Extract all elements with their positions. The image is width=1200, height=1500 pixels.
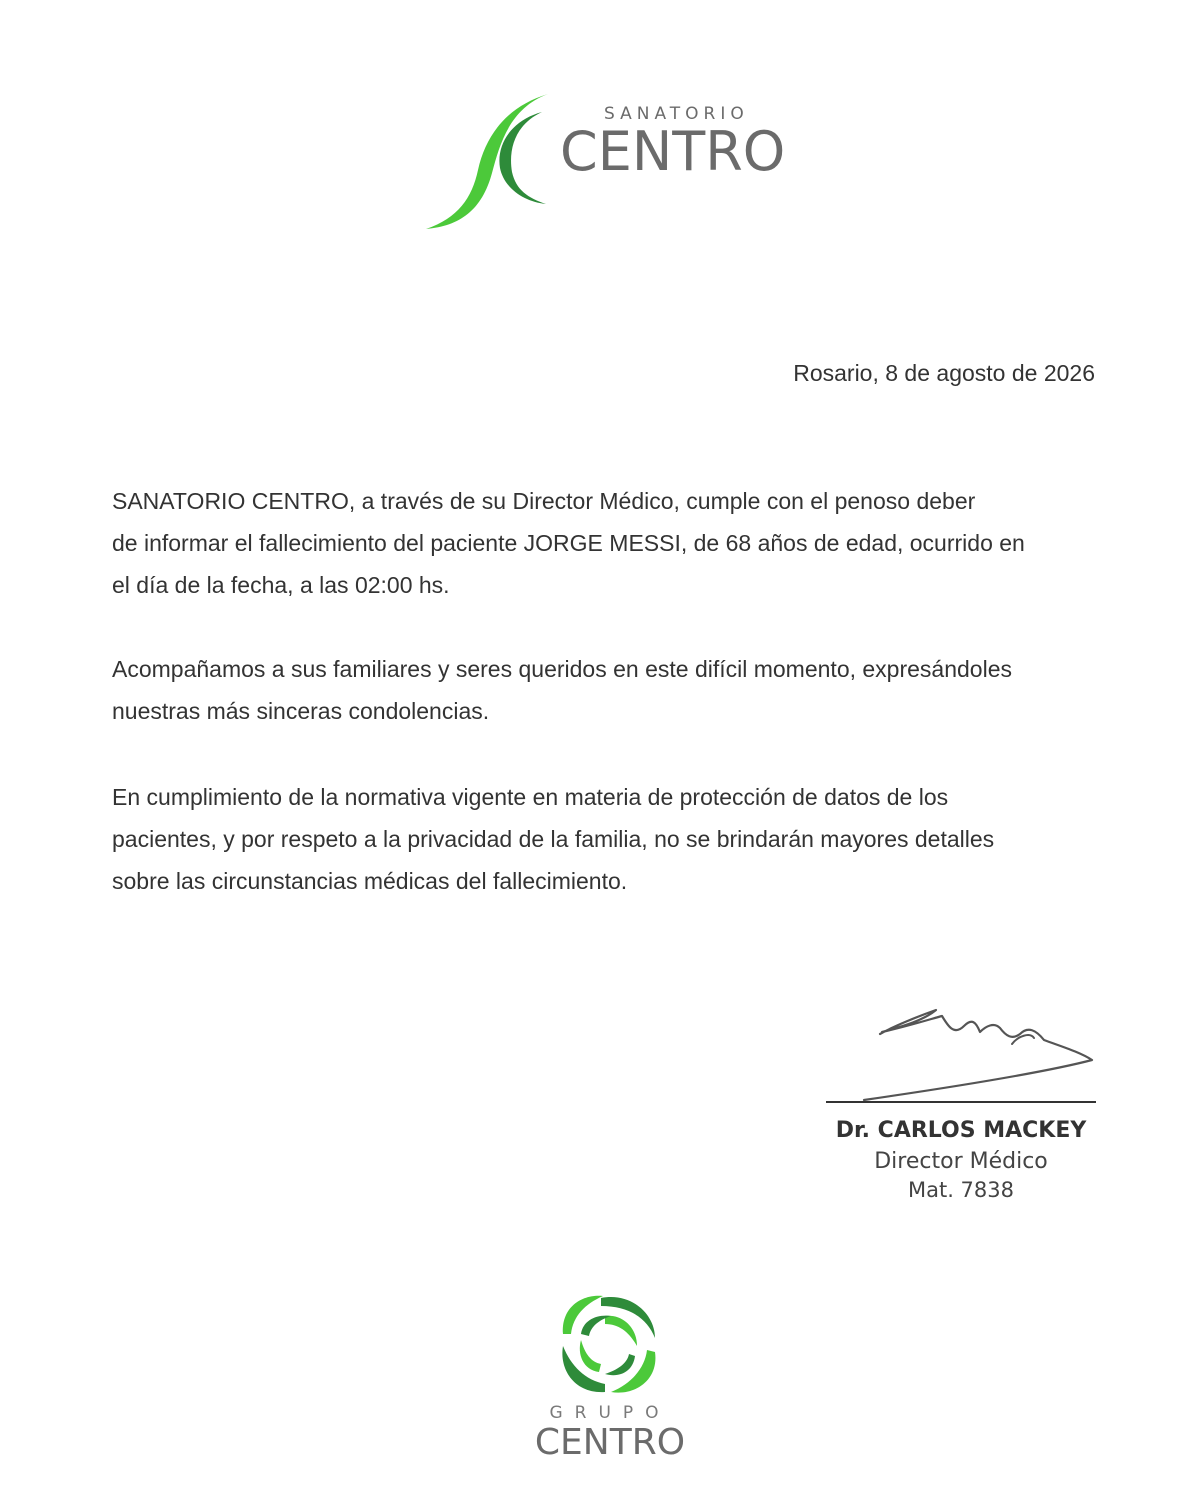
paragraph-line: Acompañamos a sus familiares y seres queridos en este difícil momento, expresándoles [112, 656, 1012, 682]
signatory-registration: Mat. 7838 [907, 1178, 1014, 1202]
paragraph-line: de informar el fallecimiento del paciente JORGE MESSI, de 68 años de edad, ocurrido en [112, 530, 1025, 556]
paragraph-condolences [112, 648, 1112, 732]
signatory-role: Director Médico [874, 1149, 1048, 1174]
footer-logo-top-text: GRUPO [549, 1403, 671, 1423]
paragraph-line: pacientes, y por respeto a la privacidad de la familia, no se brindarán mayores detalles [112, 826, 995, 852]
sanatorio-centro-logo-icon [420, 88, 560, 238]
sanatorio-centro-logo [420, 88, 800, 238]
date-line: Rosario, 8 de agosto de 2026 [793, 360, 1095, 386]
grupo-centro-swirl-logo-icon [554, 1289, 664, 1399]
paragraph-notice [112, 480, 1112, 606]
paragraph-line: SANATORIO CENTRO, a través de su Director Médico, cumple con el penoso deber [112, 488, 976, 514]
handwritten-signature-icon [824, 996, 1104, 1106]
logo-main-text: CENTRO [560, 120, 786, 183]
paragraph-line: el día de la fecha, a las 02:00 hs. [112, 572, 450, 598]
logo-top-text: SANATORIO [604, 104, 749, 124]
paragraph-line: sobre las circunstancias médicas del fallecimiento. [112, 868, 628, 894]
signatory-name: Dr. CARLOS MACKEY [835, 1118, 1087, 1143]
paragraph-privacy [112, 776, 1112, 902]
paragraph-line: nuestras más sinceras condolencias. [112, 698, 490, 724]
signature-line [826, 1101, 1096, 1103]
grupo-centro-logo [500, 1285, 720, 1465]
footer-logo-main-text: CENTRO [534, 1422, 686, 1463]
paragraph-line: En cumplimiento de la normativa vigente en materia de protección de datos de los [112, 784, 949, 810]
